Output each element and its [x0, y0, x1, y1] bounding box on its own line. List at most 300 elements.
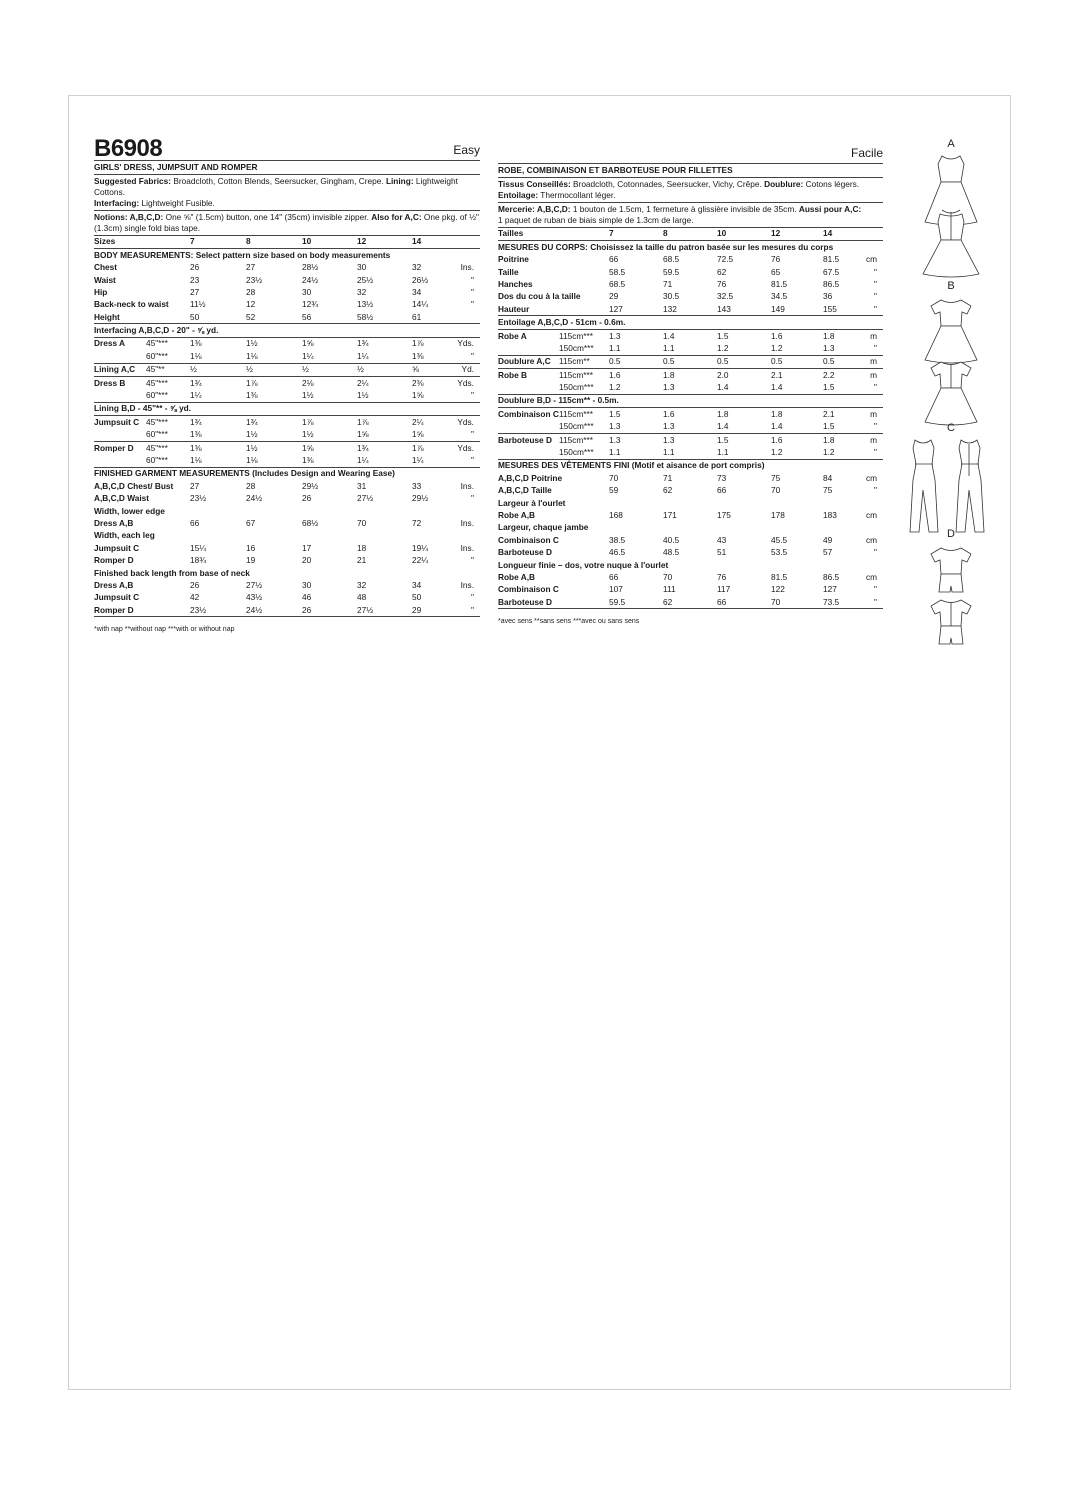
size-value: 26	[302, 493, 312, 504]
interfacing-text-fr: Thermocollant léger.	[540, 189, 616, 200]
size-value: 2⅜	[412, 377, 424, 388]
row-label: Hanches	[498, 278, 533, 289]
size-value: 70	[357, 517, 367, 528]
fabric-width: 45"**	[146, 363, 190, 376]
size-value: 8	[663, 228, 717, 241]
size-value: 1⅜	[412, 350, 450, 363]
size-value: 49	[823, 534, 833, 545]
size-value: 29½	[412, 493, 429, 504]
fr-table-row	[498, 534, 883, 546]
size-value: 81.5	[823, 254, 840, 265]
unit: Yds.	[457, 442, 474, 453]
unit: Ins.	[460, 579, 474, 590]
unit: "	[857, 303, 883, 316]
en-table-row	[94, 286, 480, 298]
size-value: 2.1	[771, 369, 783, 380]
size-value: 1.5	[609, 408, 621, 419]
size-value: 1⅝	[412, 389, 450, 402]
fr-table-row	[498, 459, 883, 472]
unit: Ins.	[460, 542, 474, 553]
fr-table-row	[498, 596, 883, 609]
size-value: 12	[771, 228, 823, 241]
pattern-number: B6908	[94, 135, 163, 162]
fabric-width	[559, 485, 609, 497]
size-value: 1.5	[717, 434, 729, 445]
size-value: 149	[771, 303, 823, 316]
size-value: 23½	[190, 604, 246, 617]
unit: "	[471, 493, 474, 504]
fr-table-row	[498, 303, 883, 316]
size-value: 68½	[302, 517, 319, 528]
unit	[450, 311, 480, 324]
view-b	[905, 278, 997, 424]
fr-table-row	[498, 584, 883, 596]
en-table-row	[94, 505, 480, 517]
en-table-row	[94, 530, 480, 542]
unit: m	[870, 330, 877, 341]
fabric-width	[559, 584, 609, 596]
row-label: Barboteuse D	[498, 434, 552, 445]
size-value: 1.3	[609, 421, 663, 434]
en-table-row	[94, 337, 480, 350]
difficulty-level-fr: Facile	[850, 146, 883, 161]
row-label	[94, 454, 146, 467]
section-heading: Entoilage A,B,C,D - 51cm - 0.6m.	[498, 316, 883, 329]
unit: "	[471, 286, 474, 297]
size-value: 58.5	[609, 266, 626, 277]
en-table-row	[94, 579, 480, 591]
size-value: 31	[357, 480, 367, 491]
section-heading: Finished back length from base of neck	[94, 567, 250, 578]
unit: "	[450, 454, 480, 467]
size-value: 178	[771, 510, 785, 520]
interfacing-text: Lightweight Fusible.	[141, 197, 215, 208]
size-value: 50	[412, 592, 422, 603]
fabric-width: 115cm***	[559, 330, 593, 341]
en-table-row	[94, 467, 480, 480]
row-label: Poitrine	[498, 254, 529, 265]
size-value: 1⅛	[190, 350, 246, 363]
fabric-width	[146, 604, 190, 617]
size-value: 0.5	[771, 355, 823, 368]
en-table-row	[94, 389, 480, 402]
row-label: Height	[94, 311, 146, 324]
unit: Ins.	[460, 480, 474, 491]
row-label: Robe A,B	[498, 571, 536, 582]
size-value: 1⅞	[412, 442, 424, 453]
size-value: 53.5	[771, 547, 788, 558]
difficulty-level: Easy	[453, 143, 480, 158]
fr-table-row	[498, 253, 883, 265]
fabric-width: 150cm***	[559, 421, 609, 434]
size-value: 2¼	[357, 377, 369, 388]
fr-table-row	[498, 446, 883, 459]
row-label	[94, 350, 146, 363]
row-label: Hauteur	[498, 303, 559, 316]
size-value: 1¼	[302, 350, 357, 363]
fabric-width	[146, 492, 190, 504]
size-value: 1⅞	[302, 416, 314, 427]
size-value: 1½	[357, 389, 412, 402]
size-value: 66	[190, 517, 200, 528]
fr-table-row	[498, 472, 883, 484]
size-value: 1⅝	[302, 338, 314, 349]
size-value: 1.2	[609, 381, 663, 394]
size-value: 1¼	[357, 350, 412, 363]
size-value: 1.1	[609, 446, 663, 459]
section-heading: Interfacing A,B,C,D - 20" - ⅝ yd.	[94, 324, 480, 337]
size-value: 43½	[246, 592, 263, 603]
fabric-width	[146, 274, 190, 286]
size-value: 1¼	[412, 454, 450, 467]
fr-table-row	[498, 546, 883, 558]
size-value: 59.5	[609, 596, 663, 609]
row-label: Dos du cou à la taille	[498, 291, 581, 302]
view-letter: C	[947, 422, 955, 434]
interfacing-label: Interfacing:	[94, 197, 140, 208]
size-value: 183	[823, 510, 837, 520]
size-value: 32.5	[717, 291, 734, 302]
size-value: 10	[302, 236, 357, 249]
size-value: 32	[357, 286, 367, 297]
fabric-width	[146, 286, 190, 298]
size-value: 68.5	[663, 254, 680, 265]
fabric-width	[559, 571, 609, 583]
unit: cm	[865, 254, 877, 265]
row-label: A,B,C,D Chest/ Bust	[94, 480, 174, 491]
row-label: Barboteuse D	[498, 547, 552, 558]
row-label: Hip	[94, 286, 108, 297]
size-value: 68.5	[609, 278, 626, 289]
unit: "	[874, 278, 877, 289]
fr-table-row	[498, 368, 883, 381]
size-value: 0.5	[609, 355, 663, 368]
size-value: 117	[717, 584, 731, 595]
unit: "	[874, 291, 877, 302]
size-value: 29½	[302, 480, 319, 491]
size-value: 72.5	[717, 254, 734, 265]
size-value: 1⅝	[412, 428, 450, 441]
fabric-width	[559, 534, 609, 546]
lining-text-fr: Cotons légers.	[805, 178, 860, 189]
view-c	[905, 422, 997, 542]
row-label: Chest	[94, 262, 118, 273]
view-letter: B	[947, 280, 955, 292]
fabric-width	[559, 253, 609, 265]
fabric-width: 60"***	[146, 428, 190, 441]
row-label	[498, 421, 559, 434]
size-value: 1.6	[771, 330, 783, 341]
fr-table-row	[498, 291, 883, 303]
section-heading: MESURES DES VÊTEMENTS FINI (Motif et aisance de port compris)	[498, 460, 765, 471]
en-table-row	[94, 542, 480, 554]
size-value: 2¼	[412, 416, 424, 427]
footnote: *with nap **without nap ***with or without nap	[94, 626, 235, 634]
size-value: 26	[302, 604, 357, 617]
size-yardage-table-fr	[498, 228, 883, 610]
fr-table-row	[498, 559, 883, 571]
also-label-fr: Aussi pour A,C:	[798, 203, 862, 214]
section-heading: Doublure B,D - 115cm** - 0.5m.	[498, 394, 883, 407]
size-value: 1.3	[663, 421, 717, 434]
en-table-row	[94, 604, 480, 617]
size-value: 12	[246, 299, 256, 310]
section-heading: Largeur à l'ourlet	[498, 497, 566, 508]
unit: "	[857, 596, 883, 609]
size-value: 61	[412, 311, 450, 324]
size-value: 1.1	[609, 342, 663, 355]
fabric-width	[559, 228, 609, 241]
fabric-width	[559, 266, 609, 278]
size-value: 42	[190, 592, 200, 603]
row-label: Back-neck to waist	[94, 299, 169, 310]
section-heading: BODY MEASUREMENTS: Select pattern size based on body measurements	[94, 249, 391, 260]
fr-table-row	[498, 421, 883, 434]
size-value: ½	[190, 363, 246, 376]
fabric-width: 45"***	[146, 416, 168, 427]
size-value: 15¼	[190, 542, 207, 553]
fabric-width: 115cm**	[559, 355, 609, 368]
size-value: 0.5	[663, 355, 717, 368]
size-value: 72	[412, 517, 422, 528]
size-value: 33	[412, 480, 422, 491]
size-value: 66	[717, 485, 727, 496]
size-value: 48	[357, 592, 367, 603]
size-value: 1⅜	[190, 428, 246, 441]
size-value: 46.5	[609, 547, 626, 558]
fr-table-row	[498, 329, 883, 342]
size-value: 86.5	[823, 278, 840, 289]
fr-table-row	[498, 241, 883, 254]
unit: "	[450, 604, 480, 617]
english-column	[94, 132, 480, 635]
size-value: 122	[771, 584, 785, 595]
size-value: 75	[823, 485, 833, 496]
size-value: 10	[717, 228, 771, 241]
view-letter: D	[947, 528, 955, 540]
unit: "	[471, 274, 474, 285]
size-value: 1.2	[823, 446, 857, 459]
en-table-row	[94, 554, 480, 566]
size-value: 25½	[357, 274, 374, 285]
size-value: 50	[190, 311, 246, 324]
size-value: 24½	[302, 274, 319, 285]
size-value: 1⅞	[357, 416, 369, 427]
size-value: 27½	[357, 493, 374, 504]
size-value: 73.5	[823, 596, 857, 609]
fr-table-row	[498, 571, 883, 583]
footnote-fr: *avec sens **sans sens ***avec ou sans sens	[498, 618, 640, 626]
fabrics-text-fr: Broadcloth, Cotonnades, Seersucker, Vichy, Crêpe.	[573, 178, 762, 189]
size-value: 70	[771, 596, 823, 609]
size-value: 51	[717, 547, 727, 558]
also-text-fr: 1 paquet de ruban de biais simple de 1.3cm de large.	[498, 214, 694, 225]
size-value: 20	[302, 555, 312, 566]
size-value: 18¾	[190, 555, 207, 566]
unit: Yd.	[450, 363, 480, 376]
unit: Ins.	[460, 262, 474, 273]
size-value: 1.8	[823, 434, 835, 445]
size-value: 14	[823, 228, 857, 241]
row-label: Combinaison C	[498, 534, 559, 545]
size-value: 38.5	[609, 534, 626, 545]
fr-table-row	[498, 394, 883, 407]
size-value: 1¾	[357, 442, 369, 453]
row-label: Romper D	[94, 442, 134, 453]
size-value: 2.0	[717, 369, 729, 380]
fabrics-label: Suggested Fabrics:	[94, 175, 171, 186]
en-table-row	[94, 311, 480, 324]
pattern-title: GIRLS' DRESS, JUMPSUIT AND ROMPER	[94, 161, 480, 175]
fr-table-row	[498, 433, 883, 446]
size-value: 84	[823, 472, 833, 483]
size-value: 19¼	[412, 542, 429, 553]
unit: cm	[865, 510, 877, 520]
size-value: 1.2	[771, 446, 823, 459]
size-value: 1¼	[190, 389, 246, 402]
unit: m	[870, 434, 877, 445]
en-table-row	[94, 592, 480, 604]
size-value: ½	[246, 363, 302, 376]
en-table-row	[94, 402, 480, 415]
size-value: ⅝	[412, 363, 450, 376]
fabric-width	[559, 278, 609, 290]
notions-section-fr	[498, 203, 883, 228]
size-value: 67.5	[823, 266, 840, 277]
section-heading: Lining B,D - 45"** - ⅝ yd.	[94, 402, 480, 415]
fabric-width	[146, 592, 190, 604]
size-value: 1.8	[663, 369, 675, 380]
header	[94, 132, 480, 161]
size-value: 1.8	[771, 408, 783, 419]
lining-label: Lining:	[385, 175, 414, 186]
row-label: Jumpsuit C	[94, 416, 140, 427]
size-value: 71	[663, 472, 673, 483]
size-value: 13½	[357, 299, 374, 310]
en-table-row	[94, 428, 480, 441]
fabric-width: 60"***	[146, 454, 190, 467]
unit: m	[870, 369, 877, 380]
size-value: 1.8	[717, 408, 729, 419]
row-label: Robe A	[498, 330, 527, 341]
en-table-row	[94, 567, 480, 579]
en-table-row	[94, 480, 480, 492]
fabric-width	[559, 509, 609, 521]
fabric-width	[559, 596, 609, 609]
size-value: 59	[609, 485, 619, 496]
size-value: 16	[246, 542, 256, 553]
size-value: 36	[823, 291, 833, 302]
row-label: Waist	[94, 274, 116, 285]
size-value: 1⅝	[302, 442, 314, 453]
size-value: 1.3	[609, 434, 621, 445]
size-value: 1⅛	[190, 454, 246, 467]
unit: "	[471, 592, 474, 603]
size-value: 52	[246, 311, 302, 324]
size-value: 1⅝	[357, 428, 412, 441]
row-label: Doublure A,C	[498, 355, 559, 368]
size-value: 8	[246, 236, 302, 249]
size-value: 1½	[246, 338, 258, 349]
fabric-width	[146, 542, 190, 554]
notions-text: One ⅝" (1.5cm) button, one 14" (35cm) invisible zipper.	[165, 211, 369, 222]
size-value: 2.1	[823, 408, 835, 419]
also-label: Also for A,C:	[371, 211, 422, 222]
size-value: 23½	[246, 274, 263, 285]
fr-table-row	[498, 316, 883, 329]
size-value: 29	[412, 604, 450, 617]
size-value: 45.5	[771, 534, 788, 545]
notions-text-fr: 1 bouton de 1.5cm, 1 fermeture à glissière invisible de 35cm.	[572, 203, 797, 214]
size-value: 11½	[190, 299, 206, 310]
row-label	[94, 428, 146, 441]
size-value: 62	[663, 485, 673, 496]
also-text: One pkg. of ½" (1.3cm) single fold bias tape.	[94, 211, 479, 233]
size-value: 1½	[302, 428, 357, 441]
row-label: Tailles	[498, 228, 559, 241]
size-value: 40.5	[663, 534, 680, 545]
size-value: 29	[609, 291, 619, 302]
size-value: 34.5	[771, 291, 788, 302]
en-table-row	[94, 324, 480, 337]
size-value: 46	[302, 592, 312, 603]
size-value: 1.4	[771, 381, 823, 394]
size-value: 27	[190, 286, 200, 297]
fabric-width	[146, 261, 190, 273]
size-value: 19	[246, 555, 256, 566]
fabric-width: 45"***	[146, 377, 168, 388]
size-value: 66	[609, 254, 619, 265]
size-value: 1.3	[823, 342, 857, 355]
fabric-width: 150cm***	[559, 446, 609, 459]
size-value: 1½	[246, 428, 302, 441]
size-value: 17	[302, 542, 312, 553]
section-heading: FINISHED GARMENT MEASUREMENTS (Includes Design and Wearing Ease)	[94, 468, 395, 479]
fr-table-row	[498, 342, 883, 355]
size-value: 1.6	[771, 434, 783, 445]
row-label: Romper D	[94, 604, 146, 617]
size-value: 22¼	[412, 555, 429, 566]
en-table-row	[94, 454, 480, 467]
size-value: 76	[717, 571, 727, 582]
size-value: 34	[412, 286, 422, 297]
size-value: 1⅜	[246, 389, 302, 402]
size-value: 70	[609, 472, 619, 483]
fabric-width	[559, 546, 609, 558]
unit: "	[874, 485, 877, 496]
size-value: 27½	[357, 604, 412, 617]
size-yardage-table	[94, 236, 480, 618]
size-value: 23	[190, 274, 200, 285]
size-value: 57	[823, 547, 833, 558]
size-value: 1.1	[663, 446, 717, 459]
size-value: 34	[412, 579, 422, 590]
fabric-width: 45"***	[146, 442, 168, 453]
fabric-width: 150cm***	[559, 342, 609, 355]
size-value: 23½	[190, 493, 207, 504]
size-value: 2.2	[823, 369, 835, 380]
size-value: 1⅞	[412, 338, 424, 349]
size-value: 30	[302, 579, 312, 590]
en-table-row	[94, 261, 480, 273]
unit: cm	[865, 472, 877, 483]
size-value: 1.4	[663, 330, 675, 341]
row-label: A,B,C,D Waist	[94, 493, 150, 504]
row-label: Combinaison C	[498, 584, 559, 595]
size-value: 1⅛	[246, 454, 302, 467]
size-value: 81.5	[771, 278, 788, 289]
size-value: ½	[302, 363, 357, 376]
